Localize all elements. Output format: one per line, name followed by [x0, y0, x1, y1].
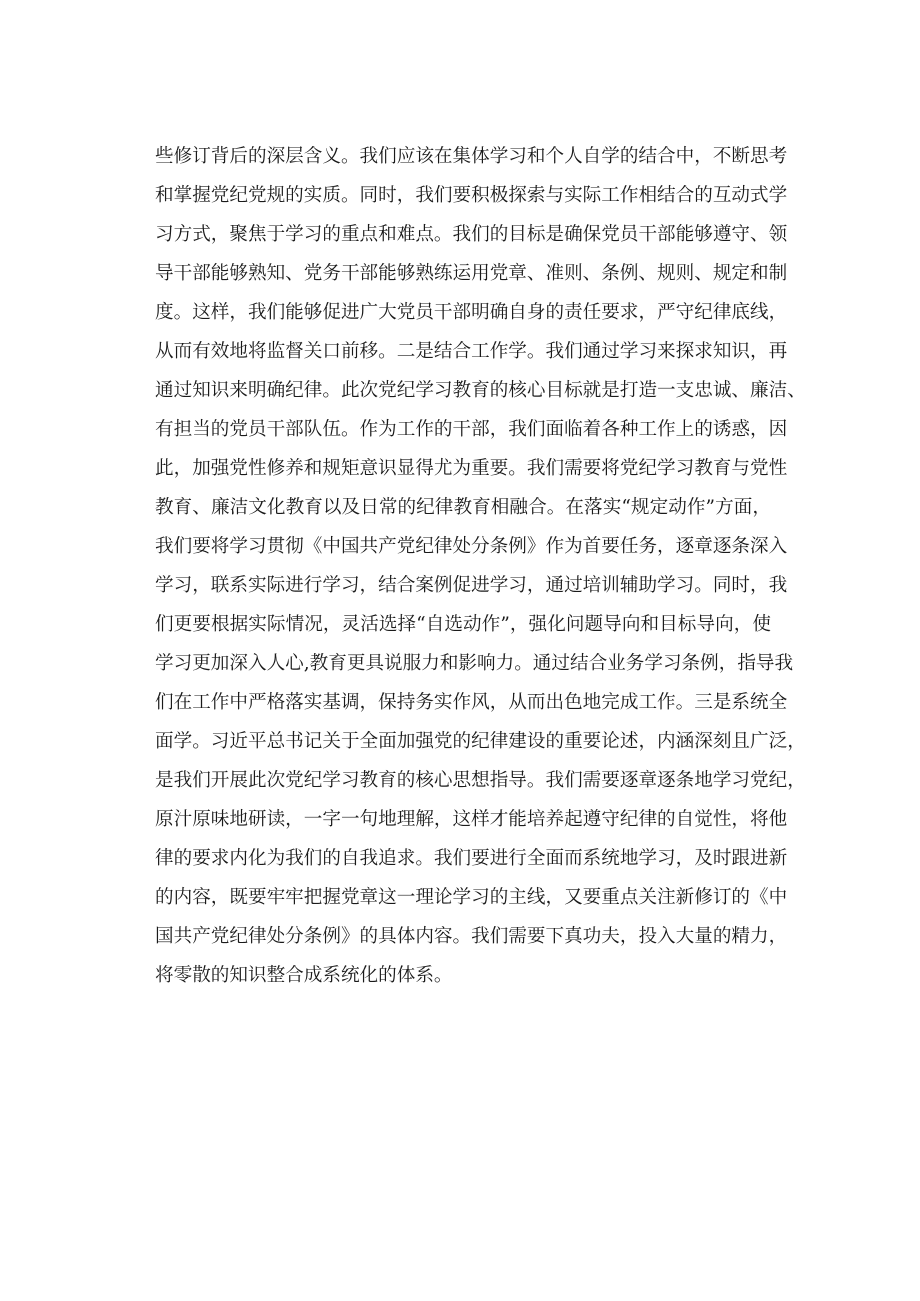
text-line: 此，加强党性修养和规矩意识显得尤为重要。我们需要将党纪学习教育与党性 — [155, 458, 788, 479]
text-line: 律的要求内化为我们的自我追求。我们要进行全面而系统地学习，及时跟进新 — [155, 848, 788, 869]
text-line: 和掌握党纪党规的实质。同时，我们要积极探索与实际工作相结合的互动式学 — [155, 185, 788, 206]
text-line: 将零散的知识整合成系统化的体系。 — [155, 965, 453, 986]
text-line: 们在工作中严格落实基调，保持务实作风，从而出色地完成工作。三是系统全 — [155, 692, 788, 713]
text-line: 的内容，既要牢牢把握党章这一理论学习的主线，又要重点关注新修订的《中 — [155, 887, 788, 908]
text-line: 们更要根据实际情况，灵活选择“自选动作”，强化问题导向和目标导向，使 — [155, 614, 771, 635]
text-line: 教育、廉洁文化教育以及日常的纪律教育相融合。在落实“规定动作”方面， — [155, 497, 771, 518]
text-line: 导干部能够熟知、党务干部能够熟练运用党章、准则、条例、规则、规定和制 — [155, 263, 788, 284]
text-line: 学习，联系实际进行学习，结合案例促进学习，通过培训辅助学习。同时，我 — [155, 575, 788, 596]
text-line: 通过知识来明确纪律。此次党纪学习教育的核心目标就是打造一支忠诚、廉洁、 — [155, 380, 806, 401]
text-line: 面学。习近平总书记关于全面加强党的纪律建设的重要论述，内涵深刻且广泛， — [155, 731, 806, 752]
text-line: 度。这样，我们能够促进广大党员干部明确自身的责任要求，严守纪律底线， — [155, 302, 788, 323]
text-line: 学习更加深入人心,教育更具说服力和影响力。通过结合业务学习条例，指导我 — [155, 653, 794, 674]
text-line: 些修订背后的深层含义。我们应该在集体学习和个人自学的结合中，不断思考 — [155, 146, 788, 167]
text-line: 习方式，聚焦于学习的重点和难点。我们的目标是确保党员干部能够遵守、领 — [155, 224, 788, 245]
text-line: 是我们开展此次党纪学习教育的核心思想指导。我们需要逐章逐条地学习党纪， — [155, 770, 806, 791]
text-line: 我们要将学习贯彻《中国共产党纪律处分条例》作为首要任务，逐章逐条深入 — [155, 536, 788, 557]
document-body — [155, 145, 806, 1003]
text-line: 有担当的党员干部队伍。作为工作的干部，我们面临着各种工作上的诱惑，因 — [155, 419, 788, 440]
text-line: 原汁原味地研读，一字一句地理解，这样才能培养起遵守纪律的自觉性，将他 — [155, 809, 788, 830]
text-line: 从而有效地将监督关口前移。二是结合工作学。我们通过学习来探求知识，再 — [155, 341, 788, 362]
text-line: 国共产党纪律处分条例》的具体内容。我们需要下真功夫，投入大量的精力， — [155, 926, 788, 947]
